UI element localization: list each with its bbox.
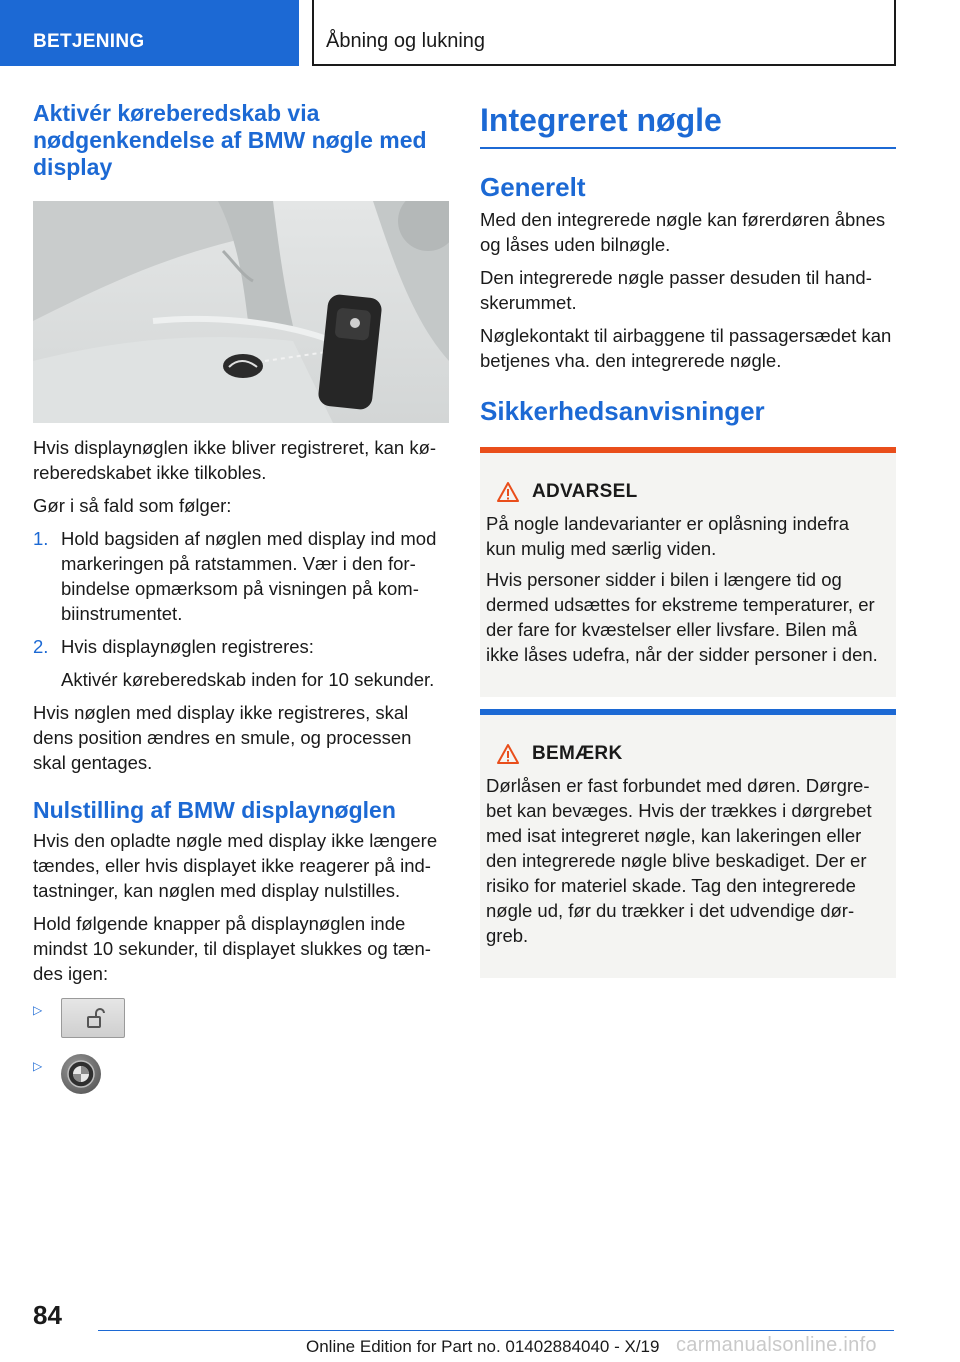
- page-number: 84: [33, 1300, 62, 1330]
- note-text: Dørlåsen er fast forbundet med døren. Dørgrebet kan bevæges. Hvis der trækkes i dørgrebet med isat integreret nøgle, kan lakeringen eller den integrerede nøgle blive beskadiget. Der er risiko for materiel skade. Tag den integrerede nøgle ud, før du trækker i det udvendige dørgreb.: [486, 775, 872, 946]
- step-number: 2.: [33, 636, 49, 657]
- right-column: [480, 100, 896, 978]
- list-item: [33, 526, 449, 626]
- warning-triangle-icon: [496, 481, 520, 503]
- left-column: [33, 100, 449, 1110]
- bullet-triangle-icon: ▷: [33, 1059, 43, 1073]
- page-title: Integreret nøgle: [480, 100, 896, 149]
- paragraph-not-registered: Hvis displaynøglen ikke bliver registreret, kan køreberedskabet ikke tilkobles.: [33, 437, 437, 483]
- footer-divider: [98, 1330, 894, 1331]
- step-subtext: Aktivér køreberedskab inden for 10 sekunder.: [61, 669, 435, 690]
- buttons-list: [33, 998, 449, 1110]
- watermark: carmanualsonline.info: [676, 1334, 877, 1356]
- step-text: Hvis displaynøglen registreres:: [61, 636, 314, 657]
- photo-steering-column-key: [33, 201, 449, 423]
- header-chapter-box: [312, 0, 896, 66]
- warning-label: ADVARSEL: [532, 481, 638, 502]
- heading-reset-display-key: Nulstilling af BMW displaynøglen: [33, 797, 396, 823]
- warning-box: [480, 447, 896, 697]
- paragraph-do-as-follows: Gør i så fald som følger:: [33, 495, 232, 516]
- bmw-logo-button-icon: [61, 1054, 101, 1094]
- step-number: 1.: [33, 528, 49, 549]
- note-box: [480, 709, 896, 978]
- header-section-label: BETJENING: [33, 31, 145, 52]
- list-item: [33, 634, 449, 692]
- bullet-triangle-icon: ▷: [33, 1003, 43, 1017]
- header-chapter-label: Åbning og lukning: [326, 30, 486, 52]
- paragraph-reposition: Hvis nøglen med display ikke registreres, skal dens position ændres en smule, og processen skal gentages.: [33, 702, 412, 773]
- caution-triangle-icon: [496, 743, 520, 765]
- heading-safety-notes: Sikkerhedsanvisninger: [480, 396, 765, 426]
- paragraph-reset-condition: Hvis den opladte nøgle med display ikke længere tændes, eller hvis displayet ikke reagerer på indtastninger, kan nøglen med display nulstilles.: [33, 830, 438, 901]
- paragraph-hold-buttons: Hold følgende knapper på displaynøglen inde mindst 10 sekunder, til displayet slukkes og tændes igen:: [33, 913, 431, 984]
- paragraph-airbag-switch: Nøglekontakt til airbaggene til passagersædet kan betjenes vha. den integrerede nøgle.: [480, 325, 892, 371]
- warning-text: Hvis personer sidder i bilen i længere tid og dermed udsættes for ekstreme temperaturer, er der fare for kvæstelser eller livsfare. Bilen må ikke låses udefra, når der sidder personer i den.: [486, 569, 878, 665]
- unlock-button-icon: [61, 998, 125, 1038]
- note-label: BEMÆRK: [532, 743, 623, 764]
- footer-edition: Online Edition for Part no. 01402884040 - X/19: [306, 1337, 660, 1356]
- paragraph-integrated-key-door: Med den integrerede nøgle kan førerdøren åbnes og låses uden bilnøgle.: [480, 209, 886, 255]
- heading-emergency-detection: Aktivér køreberedskab via nødgenkendelse af BMW nøgle med display: [33, 100, 427, 180]
- steps-list: [33, 526, 449, 692]
- heading-general: Generelt: [480, 172, 586, 202]
- step-text: Hold bagsiden af nøglen med display ind mod markeringen på ratstammen. Vær i den forbindelse opmærksom på visningen på kombiinstrumentet.: [61, 528, 437, 624]
- steering-column-illustration: [33, 201, 449, 423]
- list-item: [33, 998, 449, 1054]
- paragraph-glovebox: Den integrerede nøgle passer desuden til handskerummet.: [480, 267, 872, 313]
- header-section-tab: [0, 0, 299, 66]
- warning-text: På nogle landevarianter er oplåsning indefra kun mulig med særlig viden.: [486, 513, 850, 559]
- list-item: [33, 1054, 449, 1110]
